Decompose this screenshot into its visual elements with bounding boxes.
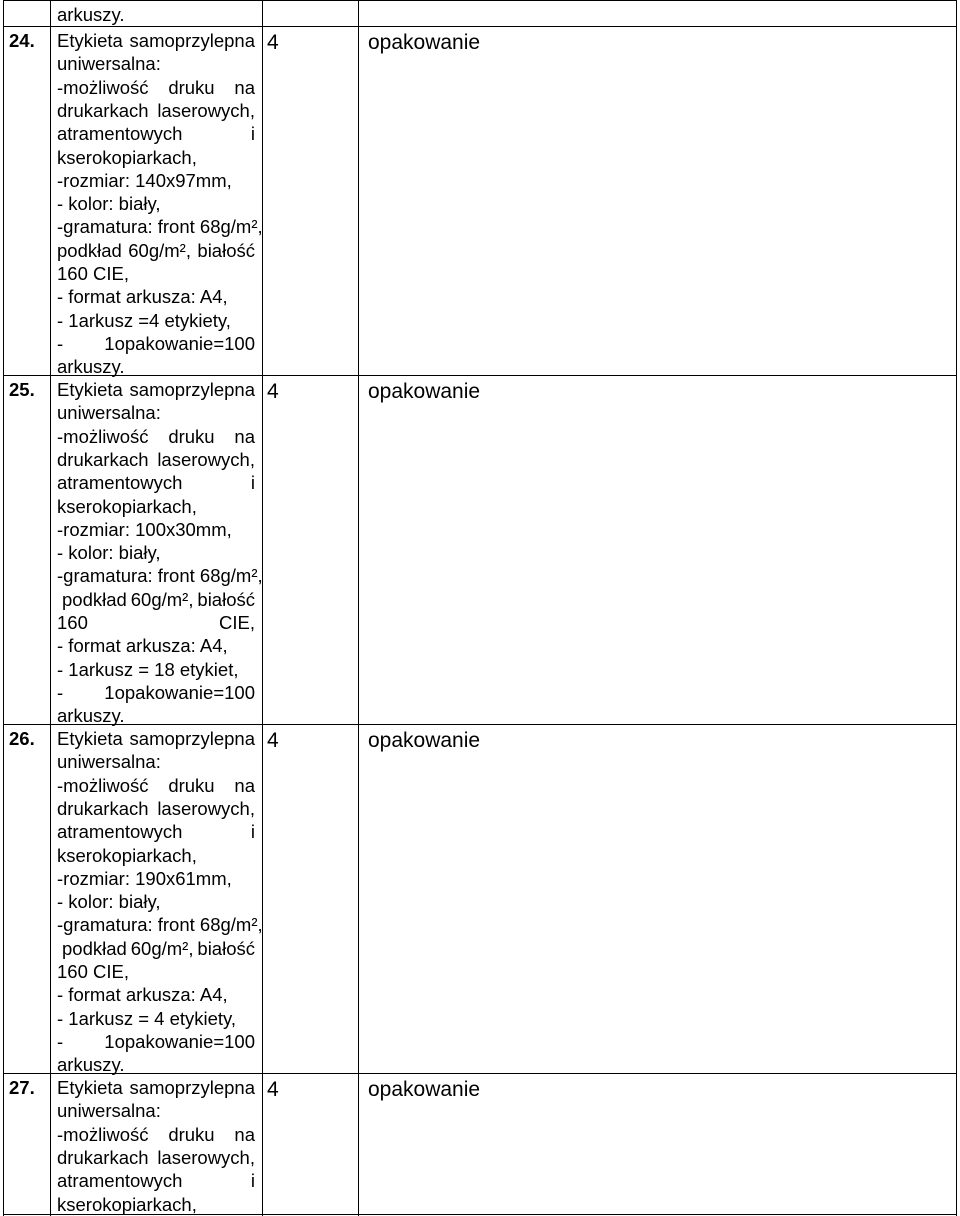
item-description-line: -gramatura: front 68g/m², — [57, 565, 263, 587]
item-description-line: atramentowych i — [57, 821, 255, 843]
item-description-line: - kolor: biały, — [57, 193, 161, 215]
item-description-line: - 1arkusz = 4 etykiety, — [57, 1007, 237, 1029]
item-description-line: arkuszy. — [57, 705, 125, 727]
item-description-line: uniwersalna: — [57, 53, 161, 75]
item-description-line: 160 CIE, — [57, 263, 129, 284]
table-border-left — [3, 0, 4, 1216]
item-description-line: podkład 60g/m², białość — [62, 937, 255, 959]
item-description-line: -rozmiar: 100x30mm, — [57, 518, 232, 540]
item-description-line: Etykieta samoprzylepna — [57, 379, 255, 400]
item-description-line: - format arkusza: A4, — [57, 984, 228, 1006]
item-number: 26. — [9, 728, 35, 749]
item-number: 27. — [9, 1077, 35, 1098]
item-description-line: 160 CIE, — [57, 961, 129, 982]
item-description-line: - 1arkusz =4 etykiety, — [57, 309, 231, 331]
item-description-line: kserokopiarkach, — [57, 844, 197, 866]
item-description-line: arkuszy. — [57, 1054, 125, 1076]
item-description-line: kserokopiarkach, — [57, 146, 197, 168]
table-divider-number — [50, 0, 51, 1216]
item-description-line: drukarkach laserowych, — [57, 448, 255, 470]
item-description-line: uniwersalna: — [57, 402, 161, 424]
item-description-line: uniwersalna: — [57, 751, 161, 773]
item-description-line: - kolor: biały, — [57, 891, 161, 913]
row-separator — [3, 1073, 957, 1074]
item-description-line: drukarkach laserowych, — [57, 1146, 255, 1168]
item-description-line: -gramatura: front 68g/m², — [57, 216, 263, 238]
item-description-line: - 1opakowanie=100 — [57, 1030, 255, 1052]
row-separator — [3, 724, 957, 725]
item-number: 25. — [9, 379, 35, 400]
item-description-line: drukarkach laserowych, — [57, 797, 255, 819]
item-description-line: 160 CIE, — [57, 612, 255, 633]
item-description-line: - 1arkusz = 18 etykiet, — [57, 658, 239, 680]
item-description-line: -rozmiar: 190x61mm, — [57, 867, 232, 889]
item-description-line: - 1opakowanie=100 — [57, 681, 255, 703]
item-description-line: Etykieta samoprzylepna — [57, 30, 255, 51]
item-description-line: podkład 60g/m², białość — [62, 588, 255, 610]
item-description-line: - kolor: biały, — [57, 542, 161, 564]
item-description-line: -możliwość druku na — [57, 425, 255, 447]
item-description-line: -możliwość druku na — [57, 774, 255, 796]
table-border-right — [956, 0, 957, 1216]
item-description-line: kserokopiarkach, — [57, 1193, 197, 1215]
item-quantity: 4 — [267, 31, 279, 54]
item-description-line: -gramatura: front 68g/m², — [57, 914, 263, 936]
item-description-line: podkład 60g/m², białość — [57, 239, 255, 261]
item-description-line: drukarkach laserowych, — [57, 99, 255, 121]
item-description-line: - 1opakowanie=100 — [57, 332, 255, 354]
item-quantity: 4 — [267, 380, 279, 403]
item-unit: opakowanie — [368, 1078, 481, 1101]
item-description-line: atramentowych i — [57, 1170, 255, 1192]
item-description-line: kserokopiarkach, — [57, 495, 197, 517]
item-unit: opakowanie — [368, 31, 481, 54]
item-description-line: uniwersalna: — [57, 1100, 161, 1122]
item-description-line: atramentowych i — [57, 123, 255, 145]
item-quantity: 4 — [267, 729, 279, 752]
item-description-line: Etykieta samoprzylepna — [57, 728, 255, 749]
item-description-line: Etykieta samoprzylepna — [57, 1077, 255, 1098]
item-description-line: - format arkusza: A4, — [57, 635, 228, 657]
table-divider-unit — [358, 0, 359, 1216]
item-description-line: arkuszy. — [57, 356, 125, 378]
item-description-line: - format arkusza: A4, — [57, 286, 228, 308]
item-quantity: 4 — [267, 1078, 279, 1101]
item-number: 24. — [9, 30, 35, 51]
item-unit: opakowanie — [368, 729, 481, 752]
item-description-line: -możliwość druku na — [57, 1123, 255, 1145]
row-separator — [3, 375, 957, 376]
item-description-line: atramentowych i — [57, 472, 255, 494]
table-border-top — [3, 0, 957, 1]
table-divider-quantity — [262, 0, 263, 1216]
item-description-line: arkuszy. — [57, 4, 125, 25]
item-description-line: -rozmiar: 140x97mm, — [57, 169, 232, 191]
item-unit: opakowanie — [368, 380, 481, 403]
item-description-line: -możliwość druku na — [57, 76, 255, 98]
row-separator — [3, 26, 957, 27]
